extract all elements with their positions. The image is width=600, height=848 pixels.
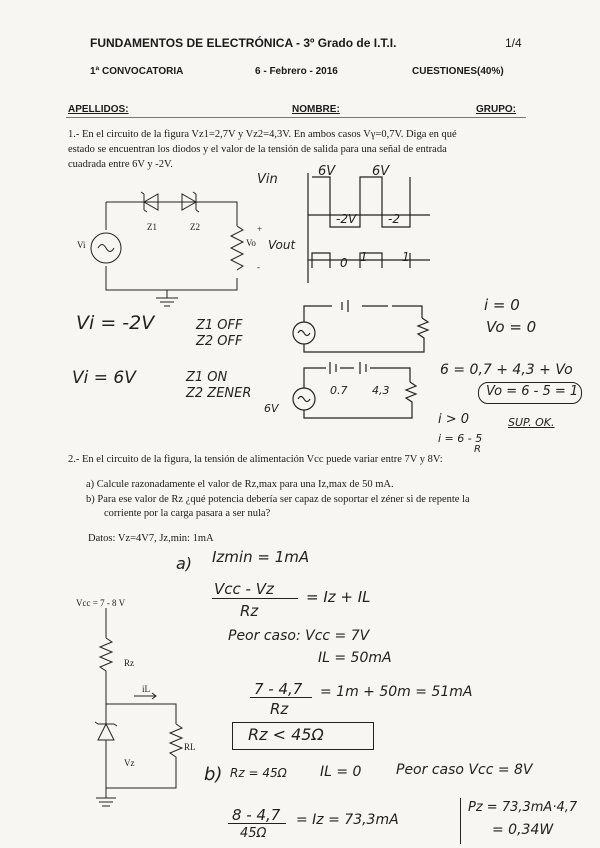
sup-ok: SUP. OK. [508,416,555,429]
frac1-den: Rz [240,602,259,620]
i-positive: i > 0 [438,412,470,427]
i-fraction-den: R [474,444,481,455]
case-pos-z1: Z1 ON [186,370,228,385]
frac3-num: 8 - 4,7 [232,806,281,824]
frac2-bar [250,697,312,698]
case-pos-vi: Vi = 6V [72,368,136,388]
q1-waveform-sketch [290,165,440,285]
hand-a: a) [176,554,193,573]
neg-2v-b: -2 [388,212,400,226]
kvl-equation: 6 = 0,7 + 4,3 + Vo [440,362,573,378]
drop-07: 0.7 [330,384,348,397]
q2-circuit-diagram [84,604,204,814]
case-neg-vi: Vi = -2V [76,312,155,334]
page-number: 1/4 [505,36,522,50]
vi-label: Vi [77,240,86,250]
frac1-rhs: = Iz + IL [306,588,371,606]
q2-line-1: 2.- En el circuito de la figura, la tensión de alimentación Vcc puede variar entre 7V y 8V: [68,454,443,465]
il-label: iL [142,684,150,694]
il-50: IL = 50mA [318,650,392,666]
q1-line-2: estado se encuentran los diodos y el valor de la tensión de salida para una señal de entrada [68,144,447,155]
frac3-bar [228,823,286,824]
frac2-rhs: = 1m + 50m = 51mA [320,684,473,700]
case-pos-z2: Z2 ZENER [186,386,252,401]
exam-title: FUNDAMENTOS DE ELECTRÓNICA - 3º Grado de I.T.I. [90,36,397,50]
header-rule [66,117,526,118]
frac2-den: Rz [270,700,289,718]
cuestiones-label: CUESTIONES(40%) [412,66,504,77]
case-neg-i: i = 0 [484,296,520,314]
case-neg-circuit-sketch [282,296,442,360]
q1-circuit-diagram [72,178,272,308]
q1-line-1: 1.- En el circuito de la figura Vz1=2,7V y Vz2=4,3V. En ambos casos Vγ=0,7V. Diga en qué [68,129,457,140]
frac3-rhs: = Iz = 73,3mA [296,812,399,828]
peor-caso-b: Peor caso Vcc = 8V [396,762,533,778]
neg-2v-a: -2V [336,212,357,226]
pz-bracket [460,798,462,844]
exam-date: 6 - Febrero - 2016 [255,66,338,77]
six-v-1: 6V [318,164,336,179]
q2-datos: Datos: Vz=4V7, Jz,min: 1mA [88,533,214,544]
rl-label: RL [184,742,196,752]
rz-label: Rz [124,658,134,668]
vout-one-1: 1 [360,250,368,264]
rz-result: Rz < 45Ω [248,725,324,744]
pz-line-1: Pz = 73,3mA·4,7 [468,800,578,815]
case-pos-circuit-sketch [282,358,422,428]
i-fraction: i = 6 - 5 [438,432,483,445]
vz-label: Vz [124,758,135,768]
q2-part-a: a) Calcule razonadamente el valor de Rz,max para una Iz,max de 50 mA. [86,479,394,490]
q2-part-b-2: corriente por la carga pasara a ser nula? [104,508,271,519]
hand-b: b) [204,764,223,785]
vout-one-2: 1 [402,250,410,264]
case-neg-vo: Vo = 0 [486,318,537,336]
vo-result: Vo = 6 - 5 = 1 [486,384,579,399]
q1-line-3: cuadrada entre 6V y -2V. [68,159,173,170]
nombre-label: NOMBRE: [292,104,340,115]
case-neg-z1: Z1 OFF [196,318,243,333]
peor-caso-a: Peor caso: Vcc = 7V [228,628,370,644]
vcc-label: Vcc = 7 - 8 V [76,598,126,608]
grupo-label: GRUPO: [476,104,516,115]
vo-label: Vo [246,238,256,248]
frac1-bar [212,598,298,599]
pz-line-2: = 0,34W [492,822,554,838]
frac2-num: 7 - 4,7 [254,680,303,698]
q2-part-b-1: b) Para ese valor de Rz ¿qué potencia debería ser capaz de soportar el zéner si de repente la [86,494,470,505]
frac3-den: 45Ω [240,826,267,841]
iz-min: Izmin = 1mA [212,548,310,566]
apellidos-label: APELLIDOS: [68,104,129,115]
z1-label: Z1 [147,222,157,232]
vout-label: Vout [268,238,296,252]
vo-plus: + [257,224,263,234]
case-neg-z2: Z2 OFF [196,334,243,349]
vo-minus: - [257,262,260,272]
z2-label: Z2 [190,222,200,232]
frac1-num: Vcc - Vz [214,580,274,598]
six-v-2: 6V [372,164,390,179]
convocatoria: 1ª CONVOCATORIA [90,66,184,77]
il-zero: IL = 0 [320,764,362,780]
vin-label: Vin [257,172,278,187]
case-pos-source: 6V [264,402,279,415]
drop-43: 4,3 [372,384,390,397]
vout-zero: 0 [340,256,348,270]
rz-b: Rz = 45Ω [230,766,287,780]
